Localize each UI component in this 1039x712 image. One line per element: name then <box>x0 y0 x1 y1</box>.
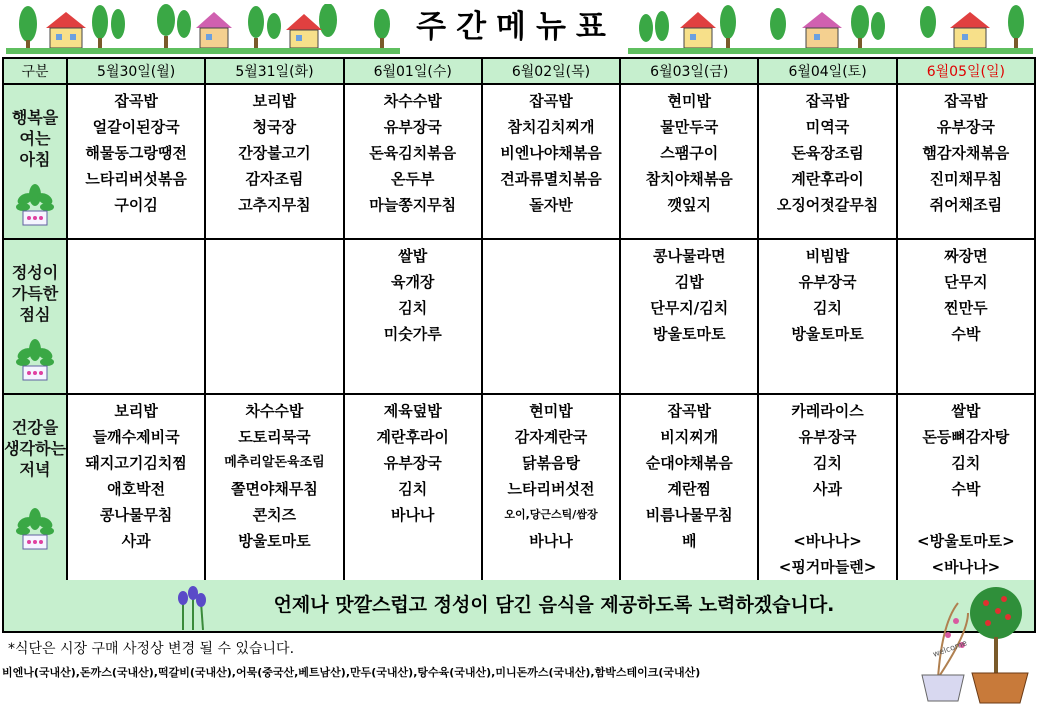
dinner-label-line: 생각하는 <box>4 439 66 458</box>
menu-item: 참치김치찌개 <box>507 118 595 136</box>
motto-text: 언제나 맛깔스럽고 정성이 담긴 음식을 제공하도록 노력하겠습니다. <box>273 594 835 616</box>
dinner-day-cell <box>897 394 1035 581</box>
menu-item: 얼갈이된장국 <box>92 118 180 136</box>
dinner-day-cell <box>67 394 205 581</box>
menu-item: 방울토마토 <box>653 325 726 343</box>
menu-item: 콘치즈 <box>252 506 297 524</box>
breakfast-day-cell <box>67 84 205 239</box>
menu-item: 고추지무침 <box>238 196 311 214</box>
dinner-day-cell <box>482 394 620 581</box>
menu-item: 김치 <box>398 299 428 317</box>
menu-item: 유부장국 <box>383 454 442 472</box>
menu-item: 견과류멸치볶음 <box>500 170 602 188</box>
breakfast-day-cell <box>205 84 343 239</box>
menu-item: 김치 <box>398 480 428 498</box>
menu-item: 바나나 <box>529 532 573 550</box>
breakfast-label-line: 아침 <box>19 150 51 169</box>
menu-item: 수박 <box>951 480 981 498</box>
menu-item: 잡곡밥 <box>529 92 573 110</box>
menu-item: 보리밥 <box>114 402 158 420</box>
menu-item: 참치야채볶음 <box>645 170 733 188</box>
origin-notice: 비엔나(국내산),돈까스(국내산),떡갈비(국내산),어묵(중국산,베트남산),만두(국내산),탕수육(국내산),미니돈까스(국내산),함박스테이크(국내산) <box>2 666 701 679</box>
menu-item: 콩나물무침 <box>99 506 173 524</box>
menu-item: 방울토마토 <box>238 532 311 550</box>
dinner-day-cell <box>620 394 758 581</box>
dinner-label-line: 저녁 <box>19 460 51 479</box>
day-header-sun: 6월05일(일) <box>897 58 1035 84</box>
menu-item: 미숫가루 <box>383 325 442 343</box>
menu-item: 사과 <box>813 480 843 498</box>
breakfast-day-cell <box>897 84 1035 239</box>
menu-item: 비름나물무침 <box>645 506 733 524</box>
menu-item: 보리밥 <box>252 92 297 110</box>
menu-item: 잡곡밥 <box>667 402 711 420</box>
lunch-day-cell <box>897 239 1035 394</box>
menu-item: 유부장국 <box>798 428 857 446</box>
breakfast-row <box>3 84 1035 239</box>
menu-item: 들깨수제비국 <box>92 428 180 446</box>
menu-item: 미역국 <box>805 118 850 136</box>
menu-item: 찐만두 <box>944 299 988 317</box>
dinner-day-cell <box>344 394 482 581</box>
dinner-label-line: 건강을 <box>11 418 59 437</box>
motto-banner <box>2 580 1036 633</box>
menu-item: 쌀밥 <box>951 402 981 420</box>
menu-item: 김치 <box>813 454 843 472</box>
menu-item: 돌자반 <box>529 196 573 214</box>
lunch-day-cell <box>620 239 758 394</box>
menu-item: 햄감자채볶음 <box>922 144 1010 162</box>
welcome-sign-text: welcome <box>931 638 969 659</box>
menu-item <box>898 502 1034 528</box>
menu-item: 돈육김치볶음 <box>369 144 457 162</box>
menu-item: 간장불고기 <box>238 144 311 162</box>
menu-item: 마늘쫑지무침 <box>369 196 457 214</box>
change-notice: *식단은 시장 구매 사정상 변경 될 수 있습니다. <box>8 641 295 657</box>
menu-item: 애호박전 <box>107 480 166 498</box>
flower-pot-trellis-illustration <box>908 583 1034 708</box>
potted-plant-icon <box>15 507 55 551</box>
menu-item: 현미밥 <box>529 402 573 420</box>
day-header-tue: 5월31일(화) <box>205 58 343 84</box>
day-header-row <box>3 58 1035 84</box>
menu-item: 비빔밥 <box>805 247 850 265</box>
breakfast-label-line: 행복을 <box>11 108 59 127</box>
breakfast-day-cell <box>482 84 620 239</box>
menu-item: 느타리버섯볶음 <box>85 170 187 188</box>
menu-item: 차수수밥 <box>245 402 304 420</box>
menu-item: 방울토마토 <box>791 325 864 343</box>
menu-item: 온두부 <box>390 170 435 188</box>
trees-houses-illustration-left <box>6 4 400 54</box>
menu-item: 사과 <box>121 532 151 550</box>
day-header-mon: 5월30일(월) <box>67 58 205 84</box>
menu-item: 유부장국 <box>383 118 442 136</box>
lunch-label-line: 가득한 <box>11 284 59 303</box>
menu-item: 잡곡밥 <box>944 92 988 110</box>
dinner-label-cell <box>3 394 67 581</box>
menu-item: 쌀밥 <box>398 247 428 265</box>
potted-plant-icon <box>15 183 55 227</box>
menu-item: 김밥 <box>674 273 704 291</box>
lunch-day-cell <box>344 239 482 394</box>
menu-item: 깻잎지 <box>667 196 711 214</box>
menu-item: 비지찌개 <box>660 428 719 446</box>
day-header-fri: 6월03일(금) <box>620 58 758 84</box>
menu-item: 감자조림 <box>245 170 304 188</box>
menu-item: 물만두국 <box>660 118 719 136</box>
menu-item: 순대야채볶음 <box>645 454 733 472</box>
menu-item: 수박 <box>951 325 981 343</box>
menu-item: 감자계란국 <box>514 428 588 446</box>
menu-item: 닭볶음탕 <box>522 454 580 472</box>
menu-item: 계란찜 <box>667 480 711 498</box>
menu-item: 쥐어채조림 <box>929 196 1003 214</box>
menu-item: 느타리버섯전 <box>507 480 595 498</box>
menu-item: 도토리묵국 <box>238 428 311 446</box>
day-header-wed: 6월01일(수) <box>344 58 482 84</box>
menu-item: 계란후라이 <box>791 170 864 188</box>
menu-item: 바나나 <box>390 506 435 524</box>
menu-item: <바나나> <box>931 558 1001 576</box>
lunch-day-cell <box>758 239 896 394</box>
dinner-day-cell <box>758 394 896 581</box>
menu-item: <방울토마토> <box>917 532 1015 550</box>
menu-item: 메추리알돈육조림 <box>224 455 325 470</box>
lunch-label-cell <box>3 239 67 394</box>
menu-item <box>759 502 895 528</box>
header-strip <box>0 0 1039 58</box>
breakfast-day-cell <box>758 84 896 239</box>
lunch-label-line: 점심 <box>19 305 51 324</box>
menu-item: 청국장 <box>252 118 297 136</box>
page-title: 주간메뉴표 <box>416 9 616 45</box>
menu-item: 잡곡밥 <box>805 92 850 110</box>
menu-item: <핑거마들렌> <box>778 558 877 576</box>
weekly-menu-table <box>2 57 1036 582</box>
lunch-day-cell <box>482 239 620 394</box>
menu-item: 진미채무침 <box>929 170 1003 188</box>
menu-item: 김치 <box>951 454 981 472</box>
dinner-row <box>3 394 1035 581</box>
day-header-sat: 6월04일(토) <box>758 58 896 84</box>
category-header: 구분 <box>3 58 67 84</box>
breakfast-label-cell <box>3 84 67 239</box>
menu-item: 돈육장조림 <box>791 144 864 162</box>
menu-item: 잡곡밥 <box>114 92 158 110</box>
menu-item: 스팸구이 <box>660 144 719 162</box>
menu-item: 짜장면 <box>944 247 988 265</box>
menu-item: 육개장 <box>390 273 435 291</box>
menu-item: 해물동그랑땡전 <box>85 144 187 162</box>
lunch-label-line: 정성이 <box>11 263 59 282</box>
menu-item: 차수수밥 <box>383 92 442 110</box>
menu-item: 유부장국 <box>936 118 995 136</box>
menu-item: 비엔나야채볶음 <box>500 144 602 162</box>
menu-item: 돼지고기김치찜 <box>85 454 187 472</box>
dinner-day-cell <box>205 394 343 581</box>
menu-item: 현미밥 <box>667 92 711 110</box>
menu-item: 콩나물라면 <box>653 247 726 265</box>
lunch-day-cell <box>67 239 205 394</box>
menu-item: 쫄면야채무침 <box>230 480 318 498</box>
lunch-day-cell <box>205 239 343 394</box>
iris-flower-icon <box>171 586 213 630</box>
menu-item: 유부장국 <box>798 273 857 291</box>
lunch-row <box>3 239 1035 394</box>
breakfast-day-cell <box>620 84 758 239</box>
menu-item: 구이김 <box>114 196 158 214</box>
potted-plant-icon <box>15 338 55 382</box>
day-header-thu: 6월02일(목) <box>482 58 620 84</box>
menu-item: 돈등뼈감자탕 <box>922 428 1010 446</box>
breakfast-label-line: 여는 <box>19 129 51 148</box>
menu-item: <바나나> <box>793 532 862 550</box>
menu-item: 계란후라이 <box>376 428 449 446</box>
breakfast-day-cell <box>344 84 482 239</box>
menu-item: 김치 <box>813 299 843 317</box>
menu-item: 오이,당근스틱/쌈장 <box>504 508 598 521</box>
trees-houses-illustration-right <box>628 4 1033 54</box>
menu-item: 오징어젓갈무침 <box>776 196 879 214</box>
menu-item: 단무지/김치 <box>650 299 729 317</box>
menu-item: 단무지 <box>944 273 988 291</box>
menu-item: 배 <box>682 532 697 550</box>
menu-item: 제육덮밥 <box>383 402 442 420</box>
menu-item: 카레라이스 <box>791 402 864 420</box>
